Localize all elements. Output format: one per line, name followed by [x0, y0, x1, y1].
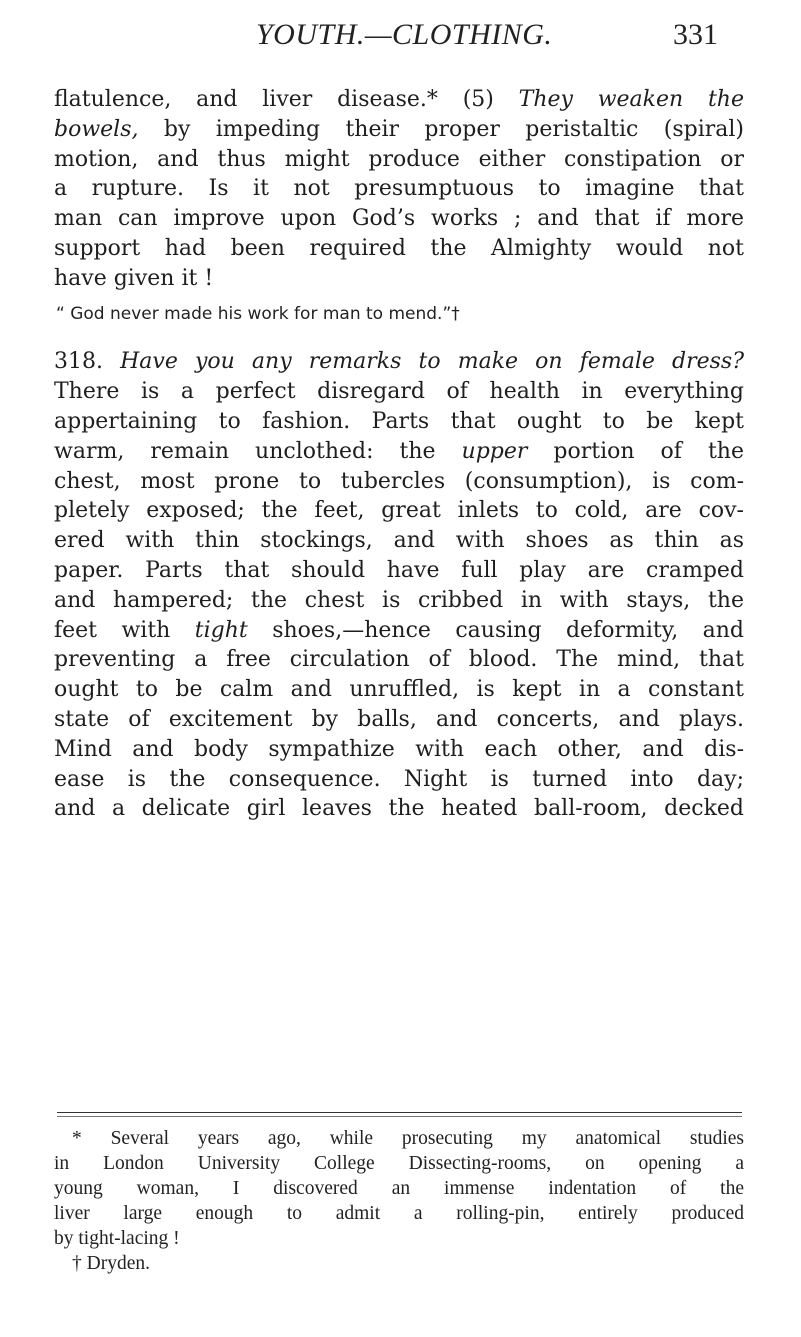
footnote-line: in London University College Dissecting-rooms, on opening a	[54, 1153, 744, 1174]
text-line: paper. Parts that should have full play are cramped	[54, 557, 744, 583]
text-line: Mind and body sympathize with each other, and dis-	[54, 736, 744, 762]
text-line: a rupture. Is it not presumptuous to imagine that	[54, 176, 744, 202]
text-line: and a delicate girl leaves the heated ball-room, decked	[54, 796, 744, 822]
section-heading: 318. Have you any remarks to make on female dress?	[54, 349, 745, 375]
footnote-line: liver large enough to admit a rolling-pin, entirely produced	[54, 1203, 744, 1224]
footnote-divider	[57, 1112, 742, 1113]
footnotes	[54, 1126, 744, 1276]
text-line: flatulence, and liver disease.* (5) They weaken the	[54, 87, 744, 112]
text-line: feet with tight shoes,—hence causing deformity, and	[54, 617, 745, 643]
footnote-dryden: † Dryden.	[72, 1253, 150, 1274]
text-line: ease is the consequence. Night is turned into day;	[54, 766, 744, 792]
text-line: and hampered; the chest is cribbed in with stays, the	[54, 587, 744, 613]
text-line: man can improve upon God’s works ; and that if more	[54, 206, 744, 232]
text-line: have given it !	[54, 265, 214, 291]
text-line: ought to be calm and unruffled, is kept in a constant	[54, 677, 744, 703]
page-header	[0, 18, 801, 58]
text-line: preventing a free circulation of blood. The mind, that	[54, 647, 744, 673]
running-head: YOUTH.—CLOTHING.	[256, 18, 553, 51]
page-number: 331	[673, 18, 718, 51]
footnote-line: young woman, I discovered an immense indentation of the	[54, 1178, 744, 1199]
footnote-divider-thin	[57, 1116, 742, 1117]
text-line: motion, and thus might produce either constipation or	[54, 146, 744, 172]
text-line: There is a perfect disregard of health in everything	[54, 379, 744, 405]
text-line: bowels, by impeding their proper peristaltic (spiral)	[54, 116, 744, 142]
body-text	[54, 85, 744, 824]
text-line: support had been required the Almighty would not	[54, 235, 744, 261]
text-line: state of excitement by balls, and concerts, and plays.	[54, 706, 744, 732]
footnote-line: * Several years ago, while prosecuting my anatomical studies	[72, 1128, 744, 1149]
text-line: warm, remain unclothed: the upper portion of the	[54, 438, 744, 464]
footnote-line: by tight-lacing !	[54, 1228, 180, 1249]
text-line: pletely exposed; the feet, great inlets to cold, are cov-	[54, 498, 744, 524]
text-line: chest, most prone to tubercles (consumption), is com-	[54, 468, 744, 494]
text-line: ered with thin stockings, and with shoes as thin as	[54, 528, 744, 554]
epigraph-quote: “ God never made his work for man to mend.”†	[56, 303, 460, 324]
text-line: appertaining to fashion. Parts that ought to be kept	[54, 408, 744, 434]
